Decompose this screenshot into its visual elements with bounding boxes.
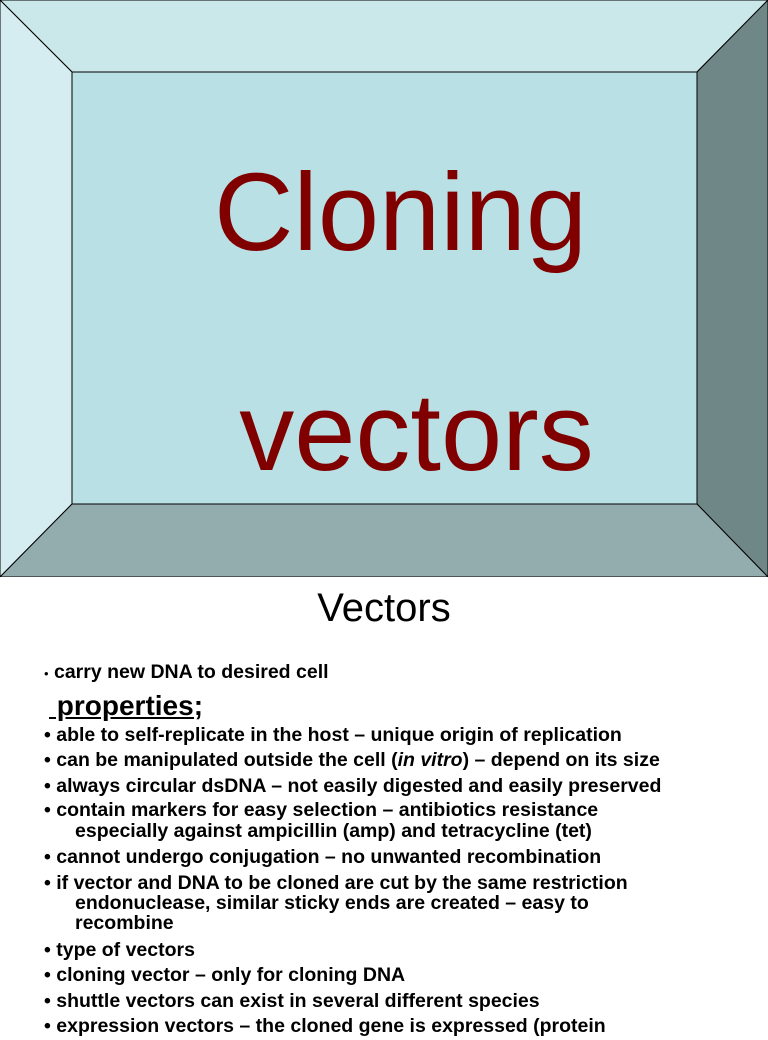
- bullet-text: always circular dsDNA – not easily digested and easily preserved: [56, 774, 662, 797]
- properties-heading: properties;: [49, 689, 204, 721]
- bullet-item: • able to self-replicate in the host – unique origin of replication: [44, 723, 622, 746]
- page-heading: Vectors: [317, 586, 451, 630]
- intro-bullet-text: carry new DNA to desired cell: [53, 661, 329, 683]
- top-bevel: [0, 0, 768, 72]
- bullet-continuation: [44, 893, 764, 913]
- bullet-item: • can be manipulated outside the cell (in vitro) – depend on its size: [44, 749, 660, 771]
- intro-bullet: [44, 660, 764, 687]
- bullet-text: cannot undergo conjugation – no unwanted recombination: [56, 846, 602, 868]
- bullet-text: contain markers for easy selection – antibiotics resistance: [56, 799, 599, 821]
- bullet-continuation: [44, 913, 764, 933]
- vector-notes: [44, 660, 764, 1040]
- slide-title-line-1: Cloning: [213, 151, 588, 274]
- bullet-text-italic: in vitro: [397, 749, 463, 771]
- bullet-icon: •: [44, 666, 49, 681]
- bullet-text: ) – depend on its size: [462, 749, 660, 771]
- bullet-item: • cannot undergo conjugation – no unwanted recombination: [44, 846, 602, 868]
- bullet-text: recombine: [75, 911, 174, 934]
- left-bevel: [0, 0, 72, 577]
- right-bevel: [697, 0, 768, 577]
- bullet-text: if vector and DNA to be cloned are cut by the same restriction: [56, 871, 628, 894]
- bullet-text: expression vectors – the cloned gene is expressed (protein: [56, 1015, 606, 1037]
- bullet-text: able to self-replicate in the host – unique origin of replication: [56, 723, 622, 746]
- slide-title-line-2: vectors: [239, 371, 594, 494]
- bullet-text: type of vectors: [56, 938, 195, 961]
- bullet-item: • always circular dsDNA – not easily digested and easily preserved: [44, 774, 662, 797]
- bullet-text: cloning vector – only for cloning DNA: [56, 964, 406, 986]
- bullet-item: • cloning vector – only for cloning DNA: [44, 964, 406, 986]
- bullet-item: • shuttle vectors can exist in several different species: [44, 989, 540, 1012]
- bullet-item: • if vector and DNA to be cloned are cut by the same restriction: [44, 871, 628, 894]
- bullet-item: • contain markers for easy selection – antibiotics resistance: [44, 799, 599, 821]
- bullet-text: shuttle vectors can exist in several different species: [56, 989, 540, 1012]
- bullet-text: endonuclease, similar sticky ends are created – easy to: [75, 891, 589, 914]
- bullet-item: • type of vectors: [44, 938, 195, 961]
- bullet-text: can be manipulated outside the cell (: [56, 749, 398, 771]
- bullet-continuation: [44, 821, 764, 842]
- bullet-item: • expression vectors – the cloned gene is expressed (protein: [44, 1015, 606, 1037]
- bottom-bevel: [0, 504, 768, 577]
- bullet-text: especially against ampicillin (amp) and tetracycline (tet): [75, 820, 592, 842]
